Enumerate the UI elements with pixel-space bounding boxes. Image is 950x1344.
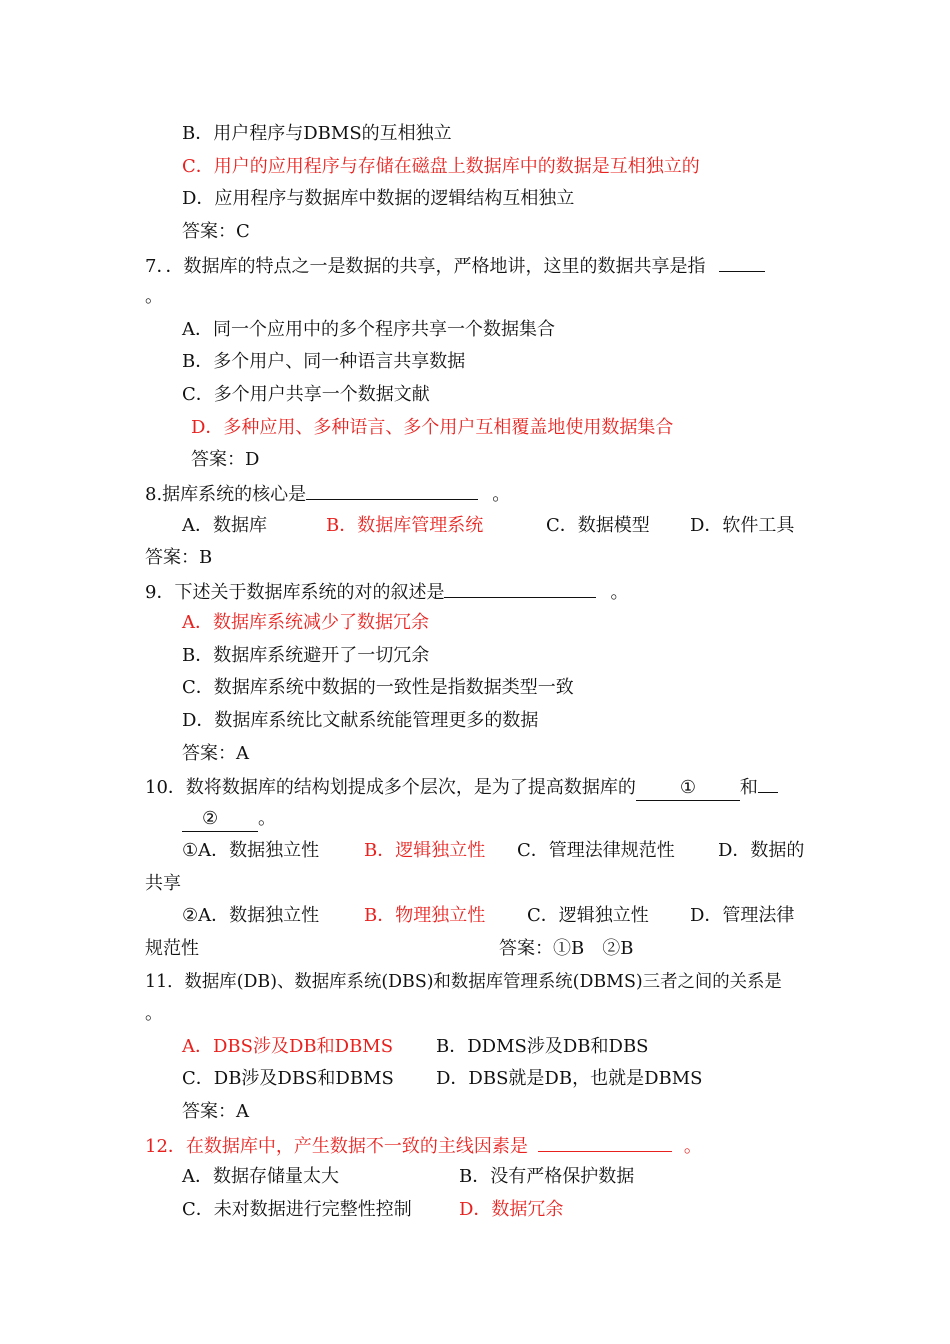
q10-stem (145, 774, 778, 801)
q7-option-b: B．多个用户、同一种语言共享数据 (182, 351, 466, 372)
q10-stem-mid: 和 (739, 777, 758, 798)
q10-stem-text: 10．数将数据库的结构划提成多个层次，是为了提高数据库的 (145, 777, 636, 798)
q11-option-d: D．DBS就是DB，也就是DBMS (436, 1068, 703, 1089)
q12-option-c: C．未对数据进行完整性控制 (182, 1199, 412, 1220)
q7-blank (719, 253, 765, 272)
q12-option-b: B．没有严格保护数据 (459, 1166, 635, 1187)
q7-stem-end: 。 (145, 286, 163, 307)
q8-stem-end: 。 (492, 484, 511, 505)
q10-set2-a: ②A．数据独立性 (182, 905, 320, 926)
q10-set1-c: C．管理法律规范性 (517, 840, 675, 861)
q12-blank (538, 1133, 672, 1152)
q11-stem: 11．数据库(DB)、数据库系统(DBS)和数据库管理系统(DBMS)三者之间的关系是 (145, 972, 782, 992)
q10-set1-wrap: 共享 (145, 873, 181, 894)
q7-stem-text: 7．．数据库的特点之一是数据的共享，严格地讲，这里的数据共享是指 (145, 256, 706, 277)
q12-stem-end: 。 (683, 1136, 702, 1157)
q7-option-d: D．多种应用、多种语言、多个用户互相覆盖地使用数据集合 (191, 417, 674, 438)
q10-set1-a: ①A．数据独立性 (182, 840, 320, 861)
q8-option-b (326, 514, 483, 538)
q10-set2-d: D．管理法律 (690, 905, 795, 926)
q12-option-a: A．数据存储量太大 (182, 1166, 339, 1187)
q8-blank (306, 481, 478, 500)
q9-stem (145, 579, 628, 605)
q9-stem-end: 。 (610, 582, 629, 603)
q11-option-b: B．DDMS涉及DB和DBS (436, 1036, 649, 1057)
q10-blank-2: ② (182, 807, 258, 832)
q10-blank-1-tail (758, 774, 778, 793)
q6-answer: 答案：C (182, 221, 250, 242)
q10-set1-b: B．逻辑独立性 (364, 840, 486, 861)
q7-option-c: C．多个用户共享一个数据文献 (182, 384, 430, 405)
q10-stem-line2 (182, 807, 276, 832)
q11-option-c: C．DB涉及DBS和DBMS (182, 1068, 394, 1089)
q6-option-b: B．用户程序与DBMS的互相独立 (182, 123, 452, 144)
q10-stem-end: 。 (258, 808, 276, 829)
q10-set2-b: B．物理独立性 (364, 905, 486, 926)
q8-option-d: D．软件工具 (690, 515, 795, 536)
q8-option-c: C．数据模型 (546, 515, 650, 536)
q7-answer: 答案：D (191, 449, 260, 470)
q9-answer: 答案：A (182, 743, 249, 764)
q12-stem (145, 1133, 702, 1159)
q10-set2-wrap: 规范性 (145, 938, 199, 959)
q10-blank-1: ① (636, 776, 740, 801)
q9-blank (444, 579, 596, 598)
q8-stem-text: 8.据库系统的核心是 (145, 484, 307, 505)
q6-option-d: D．应用程序与数据库中数据的逻辑结构互相独立 (182, 188, 575, 209)
q9-stem-text: 9．下述关于数据库系统的对的叙述是 (145, 582, 445, 603)
q10-answer: 答案：①B ②B (499, 938, 634, 959)
q12-stem-text: 12．在数据库中，产生数据不一致的主线因素是 (145, 1136, 528, 1157)
q12-option-d: D．数据冗余 (459, 1199, 564, 1220)
q11-stem-end: 。 (145, 1003, 163, 1024)
q11-option-a: A．DBS涉及DB和DBMS (182, 1036, 394, 1057)
q9-option-b: B．数据库系统避开了一切冗余 (182, 645, 430, 666)
q6-option-c: C．用户的应用程序与存储在磁盘上数据库中的数据是互相独立的 (182, 156, 700, 177)
q9-option-a: A．数据库系统减少了数据冗余 (182, 612, 429, 633)
q10-set2-c: C．逻辑独立性 (527, 905, 649, 926)
q8-stem (145, 481, 510, 507)
q11-answer: 答案：A (182, 1101, 249, 1122)
q7-option-a: A．同一个应用中的多个程序共享一个数据集合 (182, 319, 555, 340)
q9-option-d: D．数据库系统比文献系统能管理更多的数据 (182, 710, 539, 731)
q7-stem (145, 253, 765, 279)
q9-option-c: C．数据库系统中数据的一致性是指数据类型一致 (182, 677, 574, 698)
q8-answer: 答案：B (145, 547, 213, 568)
q8-option-b-text: B．数据库管理系统 (326, 515, 484, 536)
q10-set1-d: D．数据的 (718, 840, 805, 861)
q8-option-a: A．数据库 (182, 515, 267, 536)
